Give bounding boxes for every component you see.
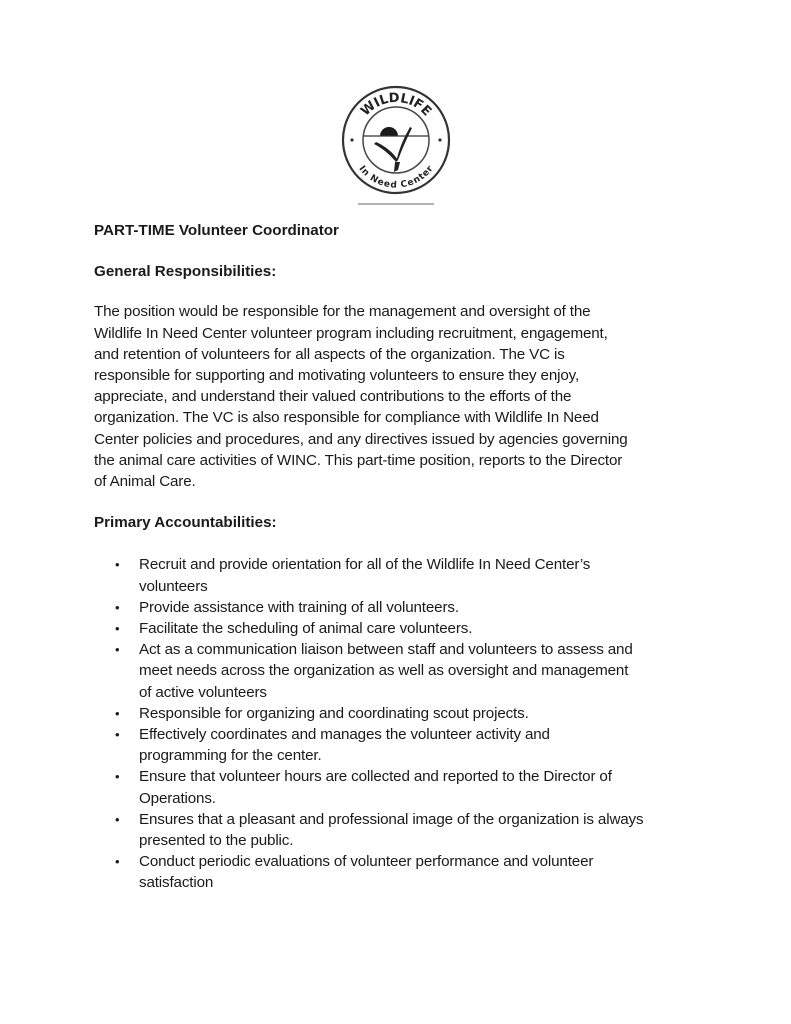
accountability-line: meet needs across the organization as well as oversight and management [139, 662, 629, 680]
accountability-line: Act as a communication liaison between staff and volunteers to assess and [139, 641, 633, 659]
bullet-icon: • [115, 854, 120, 870]
accountability-line: of active volunteers [139, 683, 267, 701]
job-title: PART-TIME Volunteer Coordinator [94, 222, 339, 239]
accountability-line: Ensure that volunteer hours are collected and reported to the Director of [139, 768, 612, 786]
accountability-line: Conduct periodic evaluations of volunteer performance and volunteer [139, 853, 594, 871]
accountability-item [94, 597, 714, 618]
sun-icon [380, 127, 398, 136]
accountability-line: Recruit and provide orientation for all of the Wildlife In Need Center’s [139, 556, 591, 574]
paragraph-line: of Animal Care. [94, 473, 196, 491]
bullet-icon: • [115, 769, 120, 785]
paragraph-line: Center policies and procedures, and any directives issued by agencies governing [94, 430, 628, 448]
accountability-item [94, 639, 714, 703]
accountability-line: programming for the center. [139, 747, 322, 765]
paragraph-line: the animal care activities of WINC. This part-time position, reports to the Director [94, 451, 623, 469]
bullet-icon: • [115, 727, 120, 743]
bird-body [394, 162, 400, 172]
accountability-line: Facilitate the scheduling of animal care volunteers. [139, 620, 473, 638]
accountability-item [94, 554, 714, 596]
paragraph-line: The position would be responsible for the management and oversight of the [94, 303, 591, 321]
logo-dot-left [350, 138, 353, 141]
logo-dot-right [438, 138, 441, 141]
logo-top-text: WILDLIFE [358, 90, 435, 120]
accountability-item [94, 724, 714, 766]
primary-accountabilities-heading: Primary Accountabilities: [94, 514, 277, 532]
accountabilities-list [94, 554, 714, 893]
accountability-line: Operations. [139, 789, 216, 807]
accountability-item [94, 618, 714, 639]
accountability-line: Ensures that a pleasant and professional image of the organization is always [139, 810, 644, 828]
logo-bottom-text: In Need Center [356, 164, 436, 191]
bullet-icon: • [115, 811, 120, 827]
organization-logo [340, 84, 452, 206]
bullet-icon: • [115, 621, 120, 637]
paragraph-line: organization. The VC is also responsible for compliance with Wildlife In Need [94, 409, 599, 427]
job-description [94, 220, 714, 894]
accountability-item [94, 703, 714, 724]
accountability-line: Provide assistance with training of all volunteers. [139, 598, 459, 616]
accountability-line: volunteers [139, 577, 208, 595]
accountability-line: satisfaction [139, 874, 214, 892]
accountability-line: Effectively coordinates and manages the volunteer activity and [139, 726, 550, 744]
bullet-icon: • [115, 557, 120, 573]
bullet-icon: • [115, 599, 120, 615]
general-responsibilities-paragraph [94, 301, 714, 492]
accountability-item [94, 809, 714, 851]
accountability-line: Responsible for organizing and coordinating scout projects. [139, 704, 529, 722]
bird-sunset-logo-icon [340, 84, 452, 206]
bullet-icon: • [115, 705, 120, 721]
bullet-icon: • [115, 642, 120, 658]
paragraph-line: and retention of volunteers for all aspects of the organization. The VC is [94, 345, 565, 363]
bird-left-wing [374, 142, 398, 162]
paragraph-line: responsible for supporting and motivating volunteers to ensure they enjoy, [94, 367, 580, 385]
accountability-line: presented to the public. [139, 832, 294, 850]
accountability-item [94, 766, 714, 808]
paragraph-line: Wildlife In Need Center volunteer program including recruitment, engagement, [94, 324, 608, 342]
general-responsibilities-heading: General Responsibilities: [94, 263, 277, 281]
paragraph-line: appreciate, and understand their valued contributions to the efforts of the [94, 388, 572, 406]
bird-right-wing [396, 127, 412, 162]
accountability-item [94, 851, 714, 893]
